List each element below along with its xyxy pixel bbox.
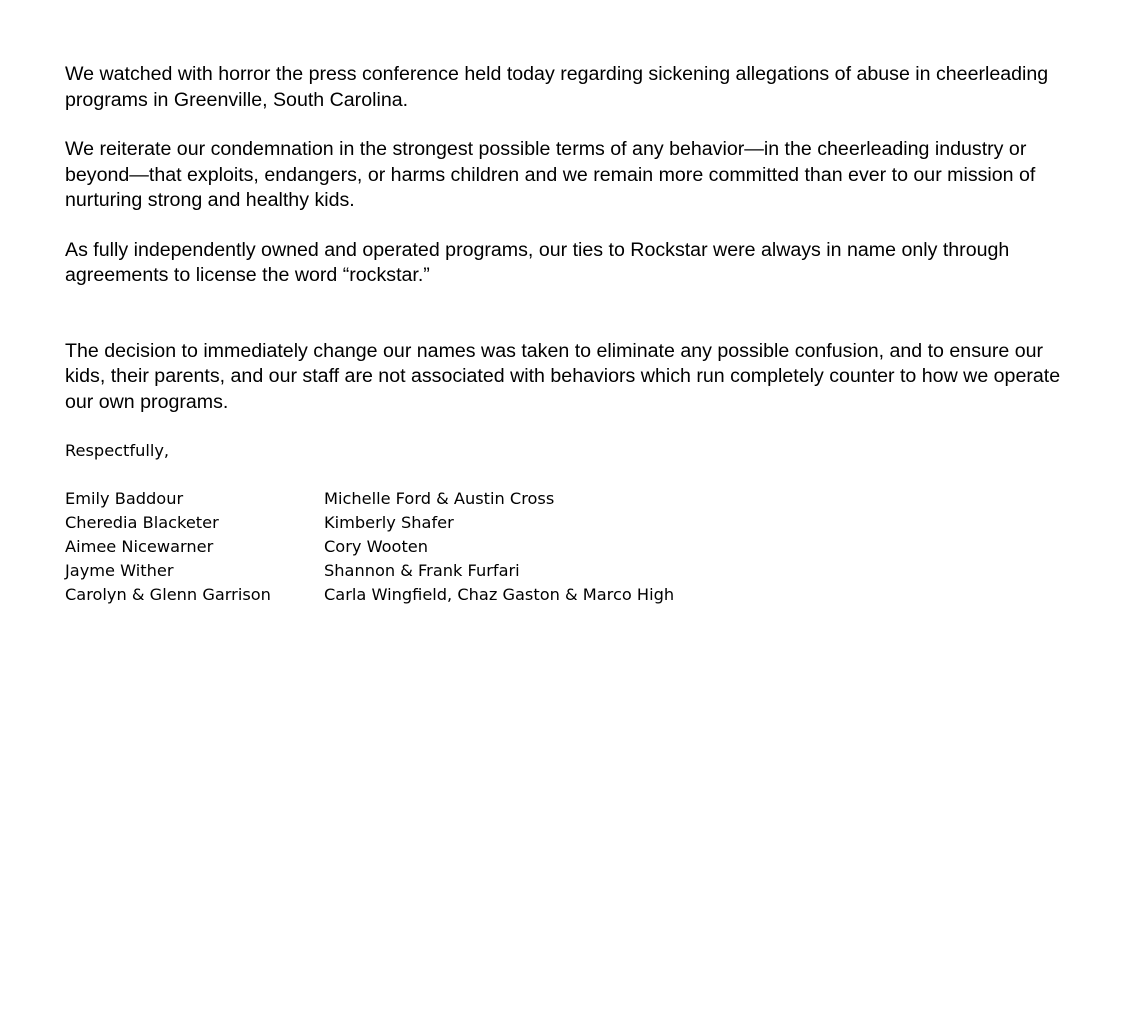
- closing-salutation: Respectfully,: [65, 441, 170, 460]
- signatories: [65, 487, 1065, 607]
- signatories-left-column: [65, 487, 324, 607]
- signatory-name: Cheredia Blacketer: [65, 513, 219, 532]
- statement-document: [65, 62, 1065, 607]
- signatory-name: Jayme Wither: [65, 561, 174, 580]
- paragraph-name-change: The decision to immediately change our names was taken to eliminate any possible confusion, and to ensure our kids, their parents, and our staff are not associated with behaviors which run completely counter to how we operate our own programs.: [65, 339, 1061, 413]
- paragraph-press-conference: We watched with horror the press conference held today regarding sickening allegations of abuse in cheerleading programs in Greenville, South Carolina.: [65, 63, 1049, 111]
- paragraph-rockstar-ties: As fully independently owned and operated programs, our ties to Rockstar were always in name only through agreements to license the word “rockstar.”: [65, 238, 1010, 286]
- signatory-name: Kimberly Shafer: [324, 513, 454, 532]
- signatory-name: Emily Baddour: [65, 489, 184, 508]
- signatory-name: Aimee Nicewarner: [65, 537, 214, 556]
- signatory-name: Cory Wooten: [324, 537, 429, 556]
- paragraph-condemnation: We reiterate our condemnation in the strongest possible terms of any behavior—in the cheerleading industry or beyond—that exploits, endangers, or harms children and we remain more committed than ever to our mission of nurturing strong and healthy kids.: [65, 138, 1036, 211]
- signatory-name: Carla Wingfield, Chaz Gaston & Marco High: [324, 585, 675, 604]
- signatory-name: Michelle Ford & Austin Cross: [324, 489, 555, 508]
- signatory-name: Shannon & Frank Furfari: [324, 561, 520, 580]
- signatory-name: Carolyn & Glenn Garrison: [65, 585, 271, 604]
- signatories-right-column: [324, 487, 744, 607]
